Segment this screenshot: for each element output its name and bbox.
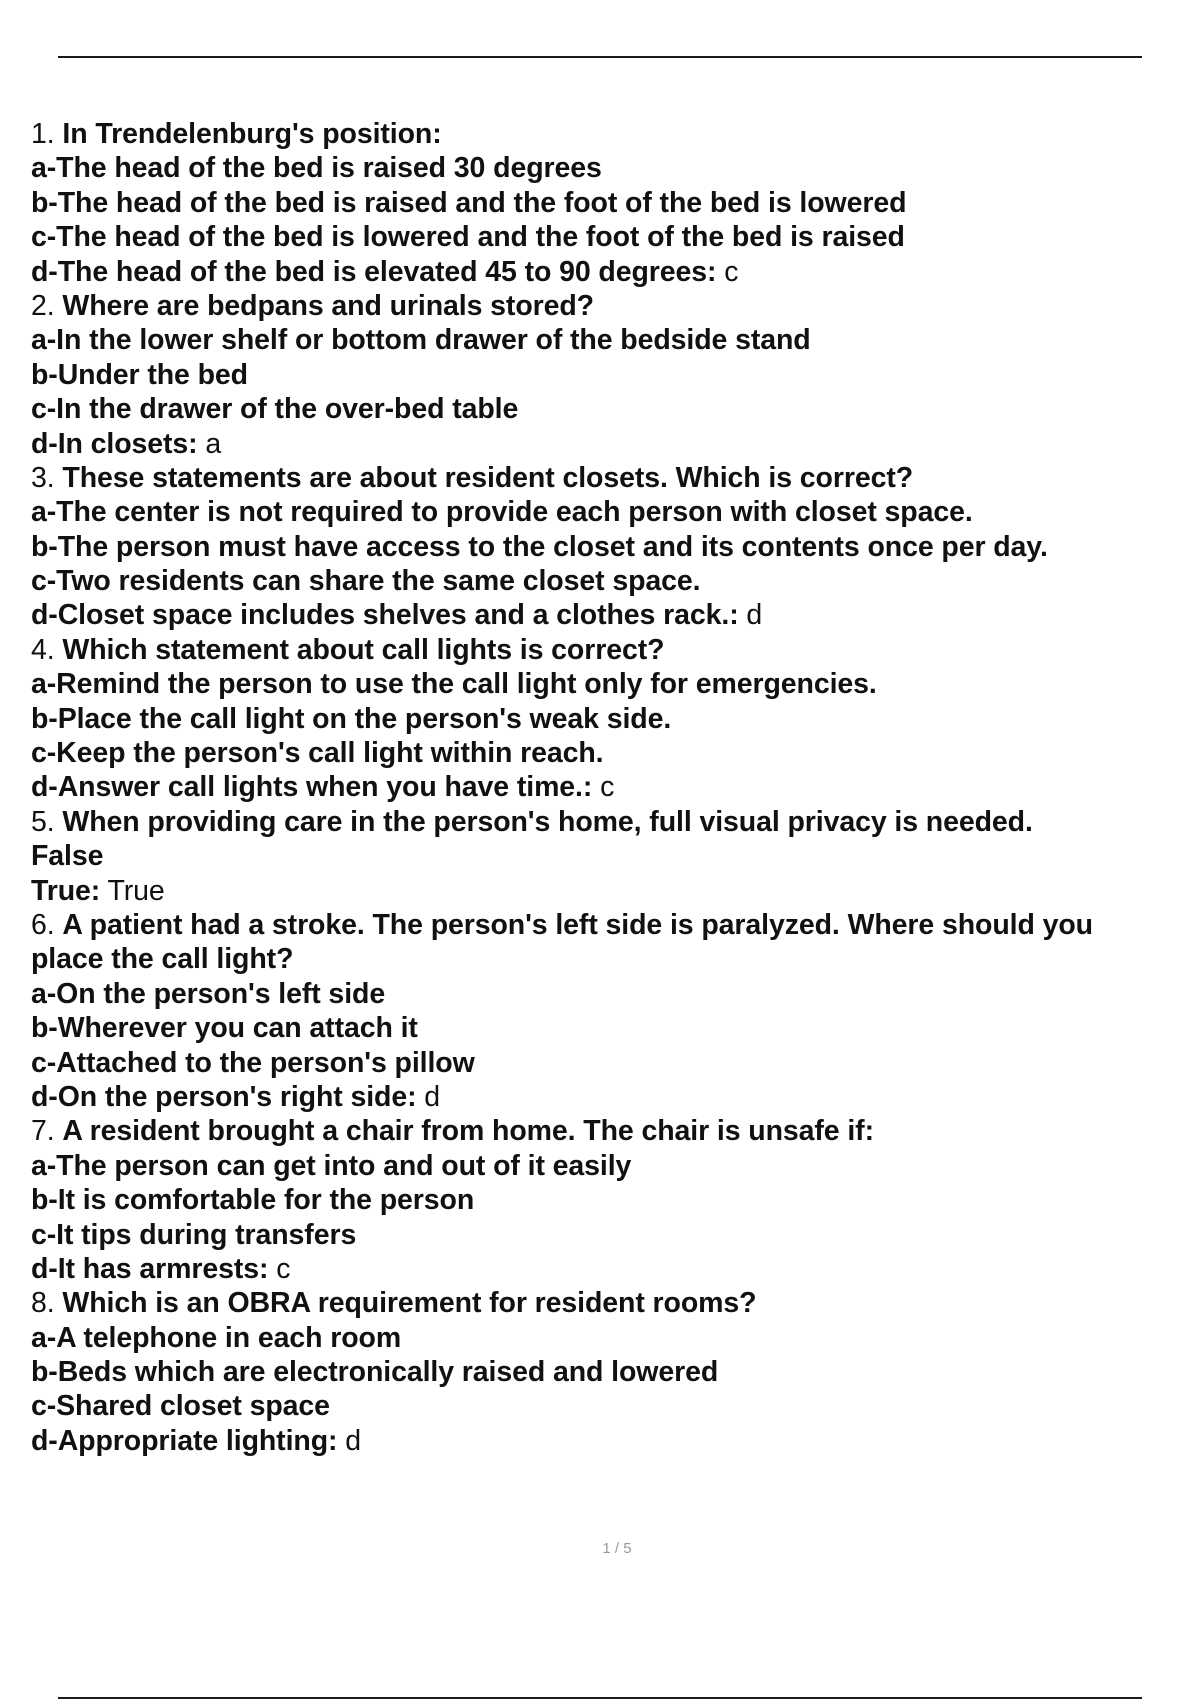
answer-option: [31, 1183, 1200, 1217]
answer-option: [31, 1355, 1200, 1389]
answer-option: [31, 1011, 1200, 1045]
answer-option-text: b-Place the call light on the person's weak side.: [31, 702, 672, 735]
answer-option-text: d-Appropriate lighting:: [31, 1424, 338, 1457]
question-block: [31, 1286, 1200, 1458]
correct-answer: d: [416, 1080, 441, 1113]
question-stem-line: [31, 289, 1200, 323]
answer-option-text: b-The person must have access to the closet and its contents once per day.: [31, 530, 1048, 563]
question-number: 8.: [31, 1287, 63, 1320]
answer-option-text: a-A telephone in each room: [31, 1321, 402, 1354]
question-stem-text: A resident brought a chair from home. The chair is unsafe if:: [62, 1115, 874, 1148]
answer-option-text: b-The head of the bed is raised and the foot of the bed is lowered: [31, 186, 907, 219]
answer-option: [31, 1046, 1200, 1080]
correct-answer: c: [716, 255, 739, 288]
answer-option: [31, 667, 1200, 701]
question-block: [31, 633, 1200, 805]
question-block: [31, 117, 1200, 289]
answer-option-text: a-The center is not required to provide each person with closet space.: [31, 496, 973, 529]
question-number: 7.: [31, 1115, 63, 1148]
question-stem-line: [31, 1286, 1200, 1320]
question-number: 4.: [31, 633, 63, 666]
answer-option: [31, 220, 1200, 254]
answer-option-text: d-The head of the bed is elevated 45 to 90 degrees:: [31, 255, 717, 288]
question-stem-text: When providing care in the person's home, full visual privacy is needed.: [62, 805, 1033, 838]
question-stem-text: These statements are about resident closets. Which is correct?: [62, 461, 914, 494]
correct-answer: True: [100, 874, 165, 907]
answer-option: [31, 874, 1200, 908]
answer-option: [31, 186, 1200, 220]
answer-option: [31, 323, 1200, 357]
question-block: [31, 461, 1200, 633]
question-stem-line: [31, 942, 1200, 976]
answer-option-text: a-On the person's left side: [31, 977, 386, 1010]
question-stem-text: In Trendelenburg's position:: [62, 118, 442, 150]
answer-option-text: c-Attached to the person's pillow: [31, 1046, 475, 1079]
question-number: 3.: [31, 461, 63, 494]
question-stem-text: Where are bedpans and urinals stored?: [62, 289, 594, 322]
answer-option-text: d-Closet space includes shelves and a clothes rack.:: [31, 599, 739, 632]
correct-answer: c: [592, 771, 615, 804]
answer-option-text: c-The head of the bed is lowered and the foot of the bed is raised: [31, 221, 905, 254]
question-stem-line: [31, 461, 1200, 495]
answer-option: [31, 1218, 1200, 1252]
bottom-divider: [58, 1697, 1142, 1699]
answer-option-text: d-Answer call lights when you have time.:: [31, 771, 593, 804]
answer-option: [31, 151, 1200, 185]
answer-option: [31, 1389, 1200, 1423]
question-block: [31, 908, 1200, 1114]
answer-option-text: a-The head of the bed is raised 30 degrees: [31, 152, 602, 185]
correct-answer: d: [738, 599, 763, 632]
answer-option: [31, 530, 1200, 564]
question-stem-text: Which statement about call lights is correct?: [62, 633, 665, 666]
answer-option: [31, 736, 1200, 770]
question-number: 6.: [31, 908, 63, 941]
answer-option-text: c-Two residents can share the same closet space.: [31, 565, 701, 598]
correct-answer: d: [337, 1424, 361, 1457]
answer-option: [31, 255, 1200, 289]
answer-option: [31, 702, 1200, 736]
question-stem-line: [31, 633, 1200, 667]
question-stem-line: [31, 805, 1200, 839]
answer-option-text: c-It tips during transfers: [31, 1218, 357, 1251]
answer-option: [31, 358, 1200, 392]
question-stem-text: place the call light?: [31, 943, 294, 976]
answer-option-text: c-Shared closet space: [31, 1390, 330, 1423]
correct-answer: c: [268, 1252, 291, 1285]
answer-option-text: c-In the drawer of the over-bed table: [31, 393, 519, 426]
question-stem-line: [31, 908, 1200, 942]
answer-option-text: b-Under the bed: [31, 358, 248, 391]
question-number: 2.: [31, 289, 63, 322]
answer-option-text: d-It has armrests:: [31, 1252, 269, 1285]
question-stem-text: A patient had a stroke. The person's left side is paralyzed. Where should you: [62, 908, 1093, 941]
answer-option-text: b-Beds which are electronically raised and lowered: [31, 1356, 719, 1389]
answer-option: [31, 977, 1200, 1011]
answer-option-text: b-It is comfortable for the person: [31, 1184, 475, 1217]
answer-option: [31, 1321, 1200, 1355]
answer-option: [31, 1149, 1200, 1183]
top-divider: [58, 56, 1142, 58]
page-indicator: 1 / 5: [602, 1540, 632, 1557]
answer-option: [31, 564, 1200, 598]
answer-option: [31, 839, 1200, 873]
answer-option: [31, 1080, 1200, 1114]
answer-option-text: b-Wherever you can attach it: [31, 1012, 418, 1045]
answer-option: [31, 598, 1200, 632]
answer-option: [31, 392, 1200, 426]
answer-option-text: c-Keep the person's call light within reach.: [31, 737, 604, 770]
correct-answer: a: [197, 427, 222, 460]
answer-option-text: a-Remind the person to use the call light only for emergencies.: [31, 668, 877, 701]
answer-option-text: a-The person can get into and out of it easily: [31, 1149, 632, 1182]
answer-option: [31, 1252, 1200, 1286]
question-list: [31, 117, 1200, 1458]
answer-option-text: True:: [31, 874, 101, 907]
question-stem-text: Which is an OBRA requirement for resident rooms?: [62, 1287, 757, 1320]
answer-option-text: d-On the person's right side:: [31, 1080, 417, 1113]
answer-option: [31, 770, 1200, 804]
answer-option: [31, 495, 1200, 529]
answer-option: [31, 1424, 1200, 1458]
answer-option-text: d-In closets:: [31, 427, 198, 460]
question-stem-line: [31, 117, 1200, 151]
answer-option-text: False: [31, 840, 104, 873]
question-block: [31, 1114, 1200, 1286]
question-number: 5.: [31, 805, 63, 838]
question-block: [31, 289, 1200, 461]
question-block: [31, 805, 1200, 908]
answer-option: [31, 427, 1200, 461]
question-number: 1.: [31, 118, 63, 150]
question-stem-line: [31, 1114, 1200, 1148]
answer-option-text: a-In the lower shelf or bottom drawer of the bedside stand: [31, 324, 811, 357]
